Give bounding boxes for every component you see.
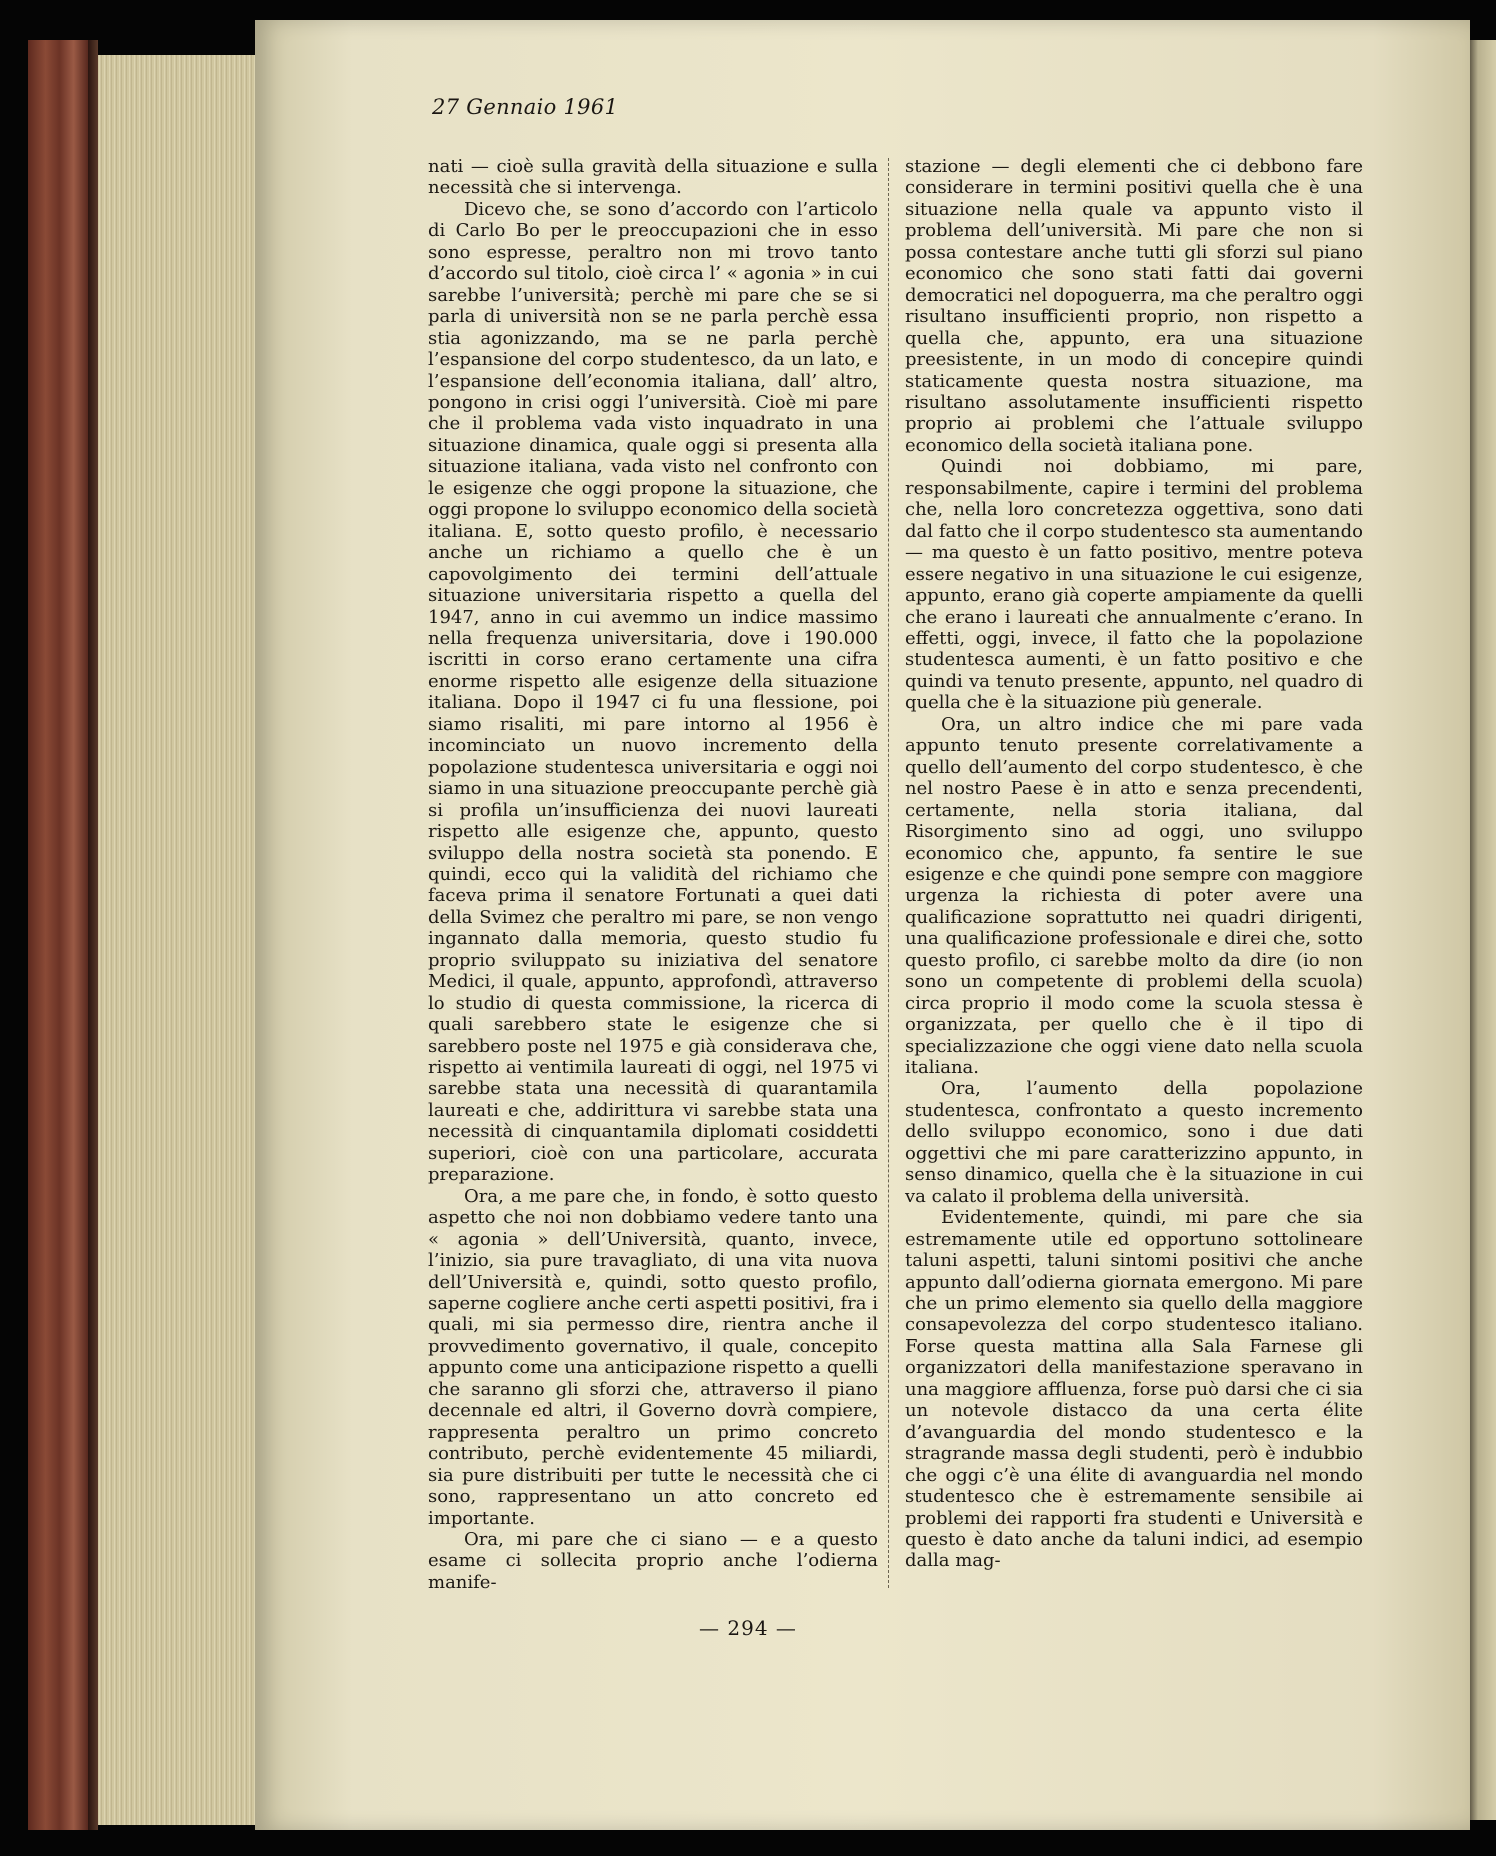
paragraph: Dicevo che, se sono d’accordo con l’articolo di Carlo Bo per le preoccupazioni che in esso sono espresse, peraltro non mi trovo tanto d’accordo sul titolo, cioè circa l’ « agonia » in cui sarebbe l’università; perchè mi pare che se si parla di università non se ne parla perchè essa stia agonizzando, ma se ne parla perchè l’espansione del corpo studentesco, da un lato, e l’espansione dell’economia italiana, dall’ altro, pongono in crisi oggi l’università. Cioè mi pare che il problema vada visto inquadrato in una situazione dinamica, quale oggi si presenta alla situazione italiana, vada visto nel confronto con le esigenze che oggi propone la situazione, che oggi propone lo sviluppo economico della società italiana. E, sotto questo profilo, è necessario anche un richiamo a quello che è un capovolgimento dei termini dell’attuale situazione universitaria rispetto a quella del 1947, anno in cui avemmo un indice massimo nella frequenza universitaria, dove i 190.000 iscritti in corso erano certamente una cifra enorme rispetto alle esigenze della situazione italiana. Dopo il 1947 ci fu una flessione, poi siamo risaliti, mi pare intorno al 1956 è incominciato un nuovo incremento della popolazione studentesca universitaria e oggi noi siamo in una situazione preoccupante perchè già si profila un’insufficienza dei nuovi laureati rispetto alle esigenze che, appunto, questo sviluppo della nostra società sta ponendo. E quindi, ecco qui la validità del richiamo che faceva prima il senatore Fortunati a quei dati della Svimez che peraltro mi pare, se non vengo ingannato dalla memoria, questo studio fu proprio sviluppato su iniziativa del senatore Medici, il quale, appunto, approfondì, attraverso lo studio di questa commissione, la ricerca di quali sarebbero state le esigenze che si sarebbero poste nel 1975 e già considerava che, rispetto ai ventimila laureati di oggi, nel 1975 vi sarebbe stata una necessità di quarantamila laureati e che, addirittura vi sarebbe stata una necessità di cinquantamila diplomati cosiddetti superiori, cioè con una particolare, accurata preparazione. [428,198,878,1186]
facing-page-edge [1466,40,1496,1820]
paragraph: stazione — degli elementi che ci debbono fare considerare in termini positivi quella che è una situazione nella quale va appunto visto il problema dell’università. Mi pare che non si possa contestare anche tutti gli sforzi sul piano economico che sono stati fatti dai governi democratici nel dopoguerra, ma che peraltro oggi risultano insufficienti proprio, non rispetto a quella che, appunto, era una situazione preesistente, in un modo di concepire quindi staticamente questa nostra situazione, ma risultano assolutamente insufficienti rispetto proprio ai problemi che l’attuale sviluppo economico della società italiana pone. [905,156,1363,456]
paragraph: Quindi noi dobbiamo, mi pare, responsabilmente, capire i termini del problema che, nella loro concretezza oggettiva, sono dati dal fatto che il corpo studentesco sta aumentando — ma questo è un fatto positivo, mentre poteva essere negativo in una situazione le cui esigenze, appunto, erano già coperte ampiamente da quelli che erano i laureati che annualmente c’erano. In effetti, oggi, invece, il fatto che la popolazione studentesca aumenti, è un fatto positivo e che quindi va tenuto presente, appunto, nel quadro di quella che è la situazione più generale. [905,456,1363,714]
left-text-column [428,156,878,1593]
column-divider [888,158,889,1588]
page-edges [98,55,258,1825]
paragraph: Ora, a me pare che, in fondo, è sotto questo aspetto che noi non dobbiamo vedere tanto una « agonia » dell’Università, quanto, invece, l’inizio, sia pure travagliato, di una vita nuova dell’Università e, quindi, sotto questo profilo, saperne cogliere anche certi aspetti positivi, fra i quali, mi sia permesso dire, rientra anche il provvedimento governativo, il quale, concepito appunto come una anticipazione rispetto a quelli che saranno gli sforzi che, attraverso il piano decennale ed altri, il Governo dovrà compiere, rappresenta peraltro un primo concreto contributo, perchè evidentemente 45 miliardi, sia pure distribuiti per tutte le necessità che ci sono, rappresentano un atto concreto ed importante. [428,1185,878,1529]
page-header-date: 27 Gennaio 1961 [432,95,619,119]
paragraph: Ora, mi pare che ci siano — e a questo esame ci sollecita proprio anche l’odierna manife- [428,1529,878,1593]
paragraph: Evidentemente, quindi, mi pare che sia estremamente utile ed opportuno sottolineare taluni aspetti, taluni sintomi positivi che anche appunto dall’odierna giornata emergono. Mi pare che un primo elemento sia quello della maggiore consapevolezza del corpo studentesco italiano. Forse questa mattina alla Sala Farnese gli organizzatori della manifestazione speravano in una maggiore affluenza, forse può darsi che ci sia un notevole distacco da una certa élite d’avanguardia del mondo studentesco e la stragrande massa degli studenti, però è indubbio che oggi c’è una élite di avanguardia nel mondo studentesco che è estremamente sensibile ai problemi dei rapporti fra studenti e Università e questo è dato anche da taluni indici, ad esempio dalla mag- [905,1207,1363,1572]
book-binding [28,40,98,1830]
paragraph: Ora, un altro indice che mi pare vada appunto tenuto presente correlativamente a quello dell’aumento del corpo studentesco, è che nel nostro Paese è in atto e senza precendenti, certamente, nella storia italiana, dal Risorgimento sino ad oggi, uno sviluppo economico che, appunto, fa sentire le sue esigenze e che quindi pone sempre con maggiore urgenza la richiesta di poter avere una qualificazione soprattutto nei quadri dirigenti, una qualificazione professionale e direi che, sotto questo profilo, ci sarebbe molto da dire (io non sono un competente di problemi della scuola) circa proprio il modo come la scuola stessa è organizzata, per quello che è il tipo di specializzazione che oggi viene dato nella scuola italiana. [905,713,1363,1079]
right-text-column [905,156,1363,1572]
page-number: — 294 — [699,1616,797,1640]
paragraph: Ora, l’aumento della popolazione studentesca, confrontato a questo incremento dello sviluppo economico, sono i due dati oggettivi che mi pare caratterizzino appunto, in senso dinamico, quella che è la situazione in cui va calato il problema della università. [905,1078,1363,1207]
paragraph: nati — cioè sulla gravità della situazione e sulla necessità che si intervenga. [428,156,878,199]
